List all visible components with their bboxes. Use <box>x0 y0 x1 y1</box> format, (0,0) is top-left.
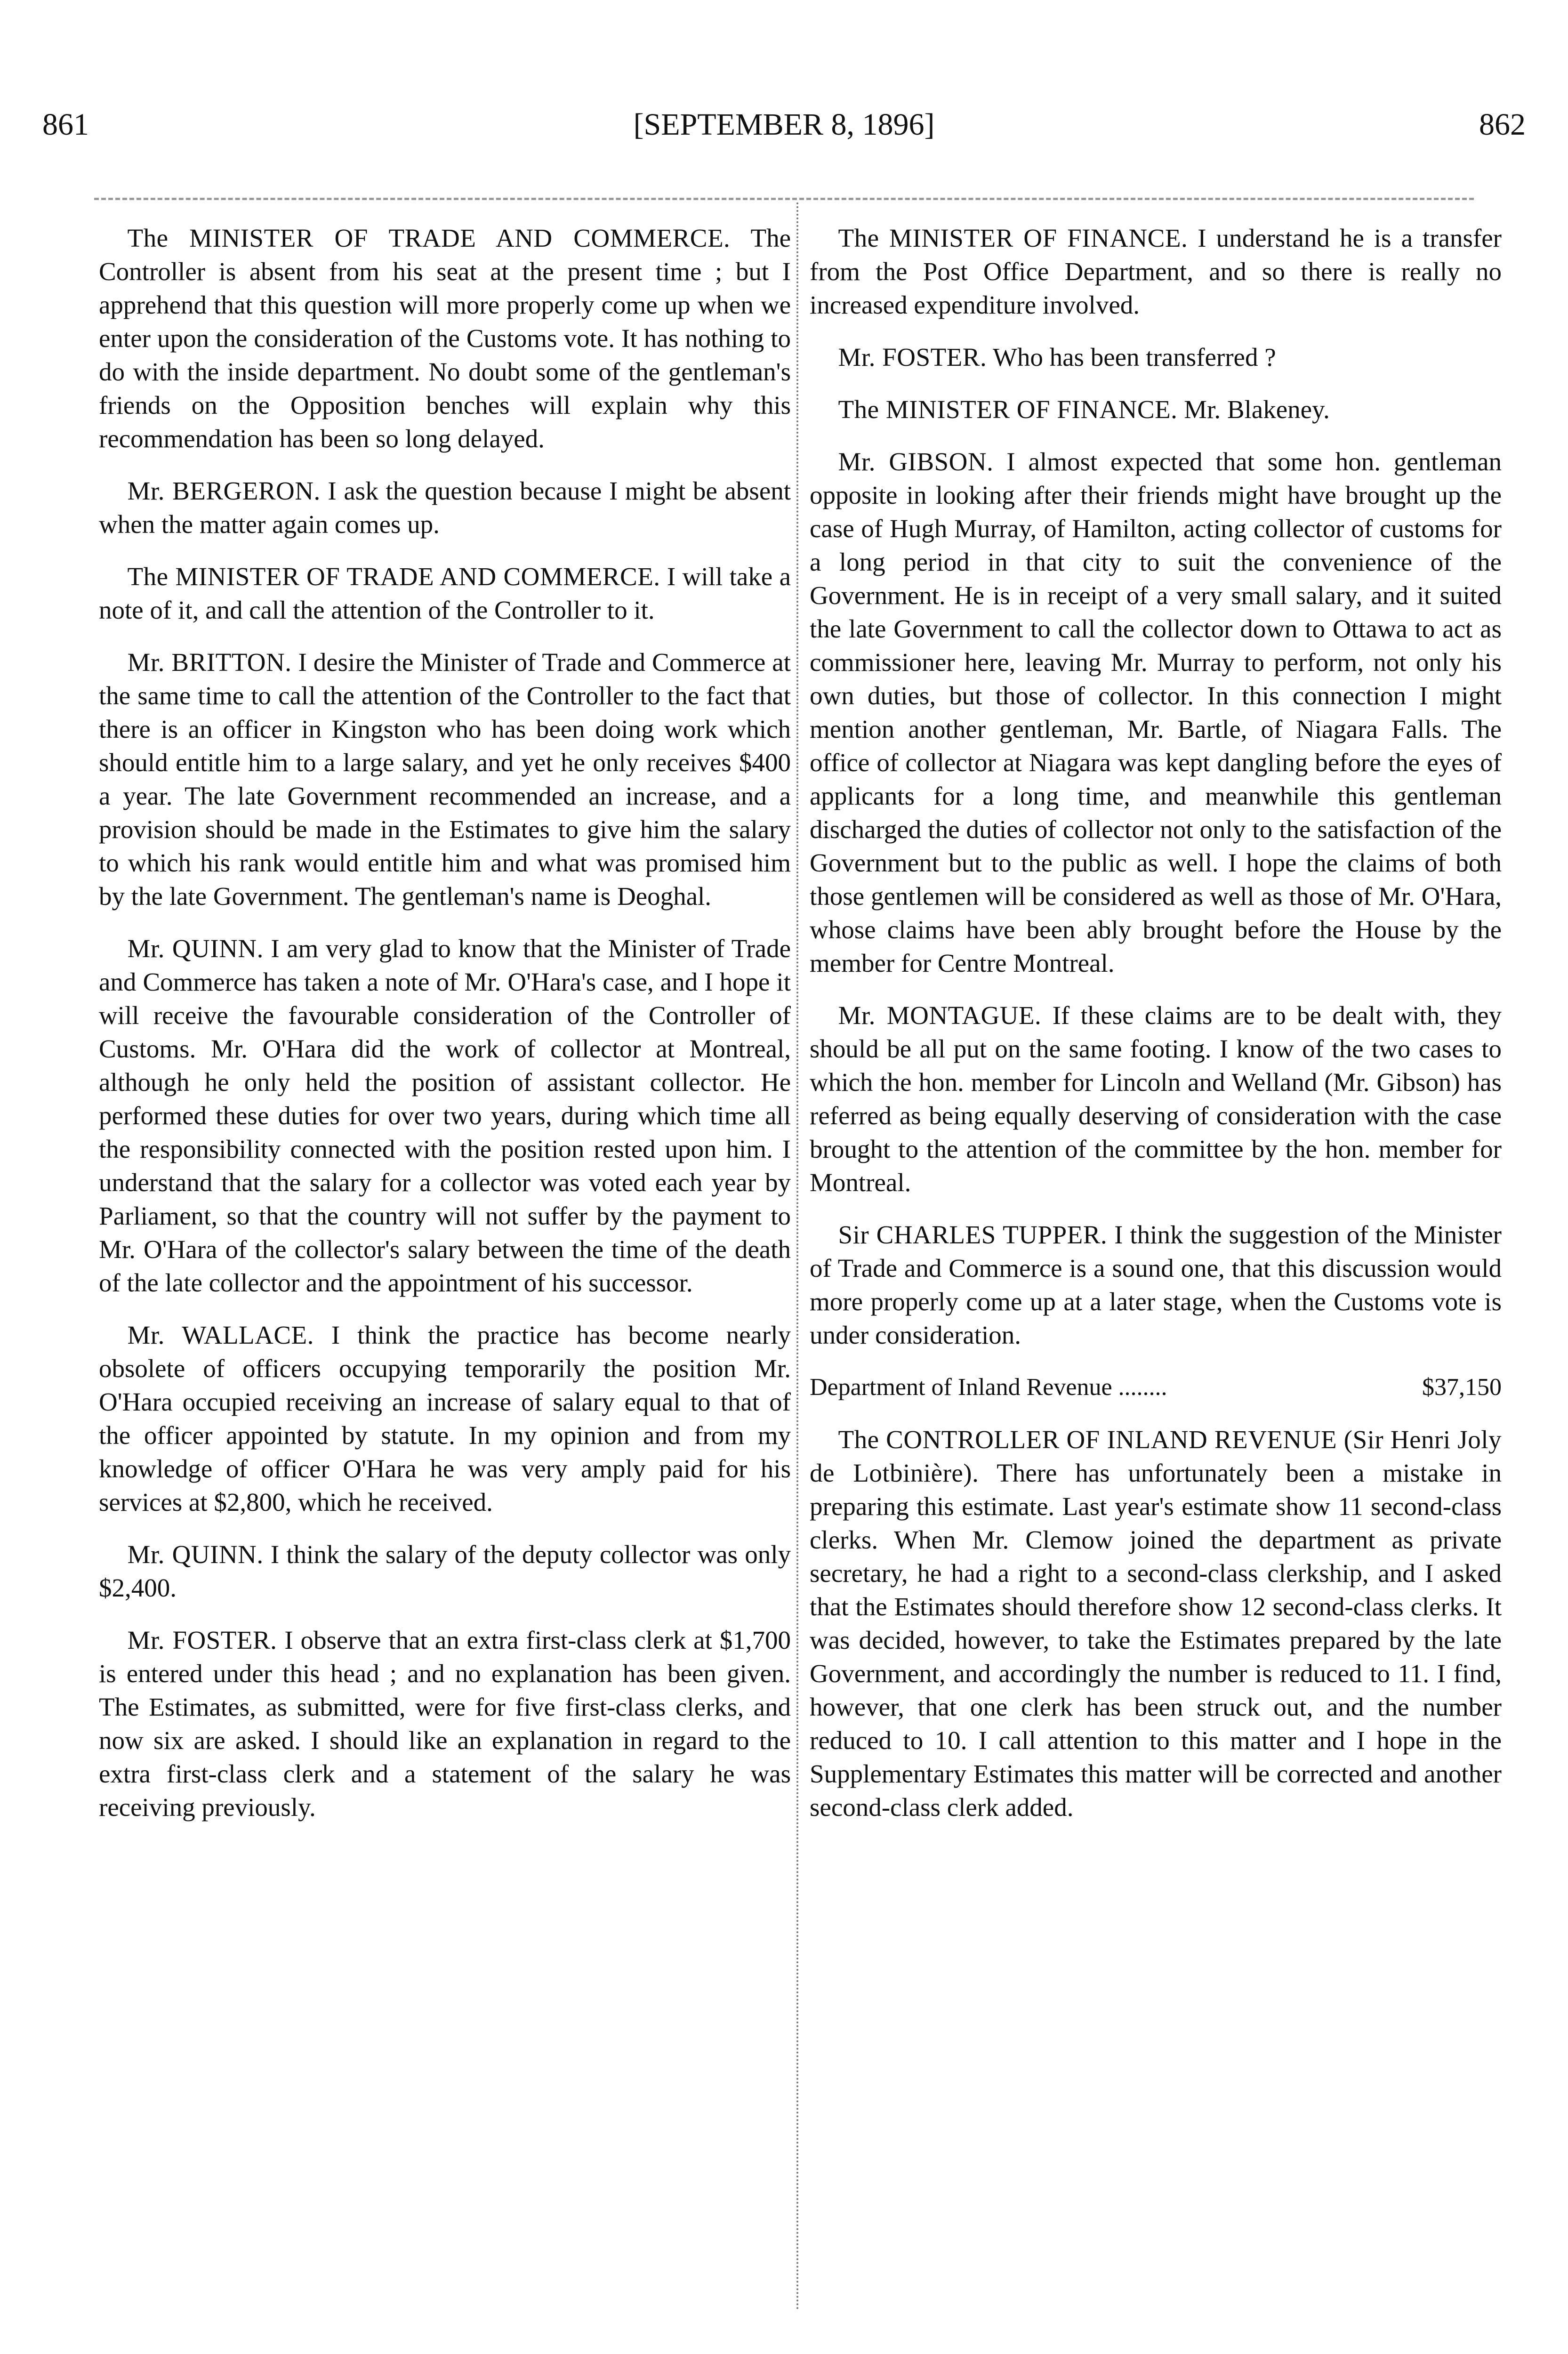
paragraph <box>810 1423 1502 1824</box>
paragraph <box>99 560 791 627</box>
speaker-name: Mr. BERGERON. <box>127 476 321 505</box>
speaker-name: Mr. FOSTER. <box>127 1626 277 1654</box>
speech-text: I desire the Minister of Trade and Commerce at the same time to call the attention of the Controller to the fact that there is an officer in Kingston who has been doing work which should entitle him to a large salary, and yet he only receives $400 a year. The late Government recommended an increase, and a provision should be made in the Estimates to give him the salary to which his rank would entitle him and what was promised him by the late Government. The gentleman's name is Deoghal. <box>99 648 791 911</box>
page-number-right: 862 <box>1479 107 1526 142</box>
paragraph <box>810 1218 1502 1352</box>
column-divider <box>796 202 798 2312</box>
speaker-name: Mr. FOSTER. <box>838 343 987 371</box>
paragraph <box>99 645 791 913</box>
speaker-name: Sir CHARLES TUPPER. <box>838 1220 1108 1249</box>
speech-text: I will take a note of it, and call the attention of the Controller to it. <box>99 562 791 624</box>
estimate-line <box>810 1370 1502 1404</box>
page-header <box>42 101 1526 148</box>
speech-text: Who has been transferred ? <box>992 343 1276 371</box>
speech-text: I understand he is a transfer from the Post Office Department, and so there is really no increased expenditure involved. <box>810 224 1502 319</box>
paragraph <box>99 1318 791 1519</box>
right-column <box>810 221 1502 1843</box>
paragraph <box>810 999 1502 1199</box>
paragraph <box>99 932 791 1299</box>
page-number-left: 861 <box>42 107 89 142</box>
paragraph <box>810 445 1502 980</box>
speaker-name: Mr. WALLACE. <box>127 1321 314 1349</box>
speaker-name: The MINISTER OF FINANCE. <box>838 224 1188 252</box>
speech-text: I am very glad to know that the Minister of Trade and Commerce has taken a note of Mr. O'Hara's case, and I hope it will receive the favourable consideration of the Controller of Customs. Mr. O'Hara did the work of collector at Montreal, although he only held the position of assistant collector. He performed these duties for over two years, during which time all the responsibility connected with the position rested upon him. I understand that the salary for a collector was voted each year by Parliament, so that the country will not suffer by the payment to Mr. O'Hara of the collector's salary between the time of the death of the late collector and the appointment of his successor. <box>99 934 791 1297</box>
speech-text: I almost expected that some hon. gentleman opposite in looking after their friends might have brought up the case of Hugh Murray, of Hamilton, acting collector of customs for a long period in that city to suit the convenience of the Government. He is in receipt of a very small salary, and it suited the late Government to call the collector down to Ottawa to act as commissioner here, leaving Mr. Murray to perform, not only his own duties, but those of collector. In this connection I might mention another gentleman, Mr. Bartle, of Niagara Falls. The office of collector at Niagara was kept dangling before the eyes of applicants for a long time, and meanwhile this gentleman discharged the duties of collector not only to the satisfaction of the Government but to the public as well. I hope the claims of both those gentlemen will be considered as well as those of Mr. O'Hara, whose claims have been ably brought before the House by the member for Centre Montreal. <box>810 447 1502 977</box>
paragraph <box>99 1538 791 1604</box>
speech-text: If these claims are to be dealt with, they should be all put on the same footing. I know of the two cases to which the hon. member for Lincoln and Welland (Mr. Gibson) has referred as being equally deserving of consideration with the case brought to the attention of the committee by the hon. member for Montreal. <box>810 1001 1502 1197</box>
speech-text: I think the salary of the deputy collector was only $2,400. <box>99 1540 791 1602</box>
speech-text: I observe that an extra first-class clerk at $1,700 is entered under this head ; and no explanation has been given. The Estimates, as submitted, were for five first-class clerks, and now six are asked. I should like an explanation in regard to the extra first-class clerk and a statement of the salary he was receiving previously. <box>99 1626 791 1822</box>
estimate-label: Department of Inland Revenue ........ <box>810 1374 1167 1401</box>
speaker-name: Mr. BRITTON. <box>127 648 292 677</box>
speaker-name: The MINISTER OF TRADE AND COMMERCE. <box>127 562 660 591</box>
paragraph <box>810 340 1502 374</box>
speaker-name: Mr. QUINN. <box>127 934 264 963</box>
speech-text: There has unfortunately been a mistake in preparing this estimate. Last year's estimate show 11 second-class clerks. When Mr. Clemow joined the department as private secretary, he had a right to a second-class clerkship, and I asked that the Estimates should therefore show 12 second-class clerks. It was decided, however, to take the Estimates prepared by the late Government, and accordingly the number is reduced to 11. I find, however, that one clerk has been struck out, and the number reduced to 10. I call attention to this matter and I hope in the Supplementary Estimates this matter will be corrected and another second-class clerk added. <box>810 1459 1502 1822</box>
speech-text: I think the practice has become nearly obsolete of officers occupying temporarily the position Mr. O'Hara occupied receiving an increase of salary equal to that of the officer appointed by statute. In my opinion and from my knowledge of officer O'Hara he was very amply paid for his services at $2,800, which he received. <box>99 1321 791 1516</box>
speech-text: I think the suggestion of the Minister of Trade and Commerce is a sound one, that this discussion would more properly come up at a later stage, when the Customs vote is under consideration. <box>810 1220 1502 1349</box>
paragraph <box>99 474 791 541</box>
speech-text: Mr. Blakeney. <box>1184 395 1330 424</box>
header-rule <box>94 198 1474 200</box>
paragraph <box>99 221 791 455</box>
paragraph <box>810 221 1502 322</box>
paragraph <box>810 393 1502 426</box>
speaker-name: The MINISTER OF FINANCE. <box>838 395 1178 424</box>
speaker-name: Mr. QUINN. <box>127 1540 264 1569</box>
speech-text: The Controller is absent from his seat at the present time ; but I apprehend that this question will more properly come up when we enter upon the consideration of the Customs vote. It has nothing to do with the inside department. No doubt some of the gentleman's friends on the Opposition benches will explain why this recommendation has been so long delayed. <box>99 224 791 453</box>
page-date: [SEPTEMBER 8, 1896] <box>633 107 935 142</box>
speaker-name: The CONTROLLER OF INLAND REVENUE (Sir Henri Joly de Lotbinière). <box>810 1425 1502 1487</box>
left-column <box>99 221 791 1843</box>
speech-text: I ask the question because I might be absent when the matter again comes up. <box>99 476 791 539</box>
estimate-amount: $37,150 <box>1422 1374 1502 1401</box>
speaker-name: Mr. MONTAGUE. <box>838 1001 1042 1030</box>
speaker-name: The MINISTER OF TRADE AND COMMERCE. <box>127 224 731 252</box>
speaker-name: Mr. GIBSON. <box>838 447 994 476</box>
paragraph <box>99 1623 791 1824</box>
